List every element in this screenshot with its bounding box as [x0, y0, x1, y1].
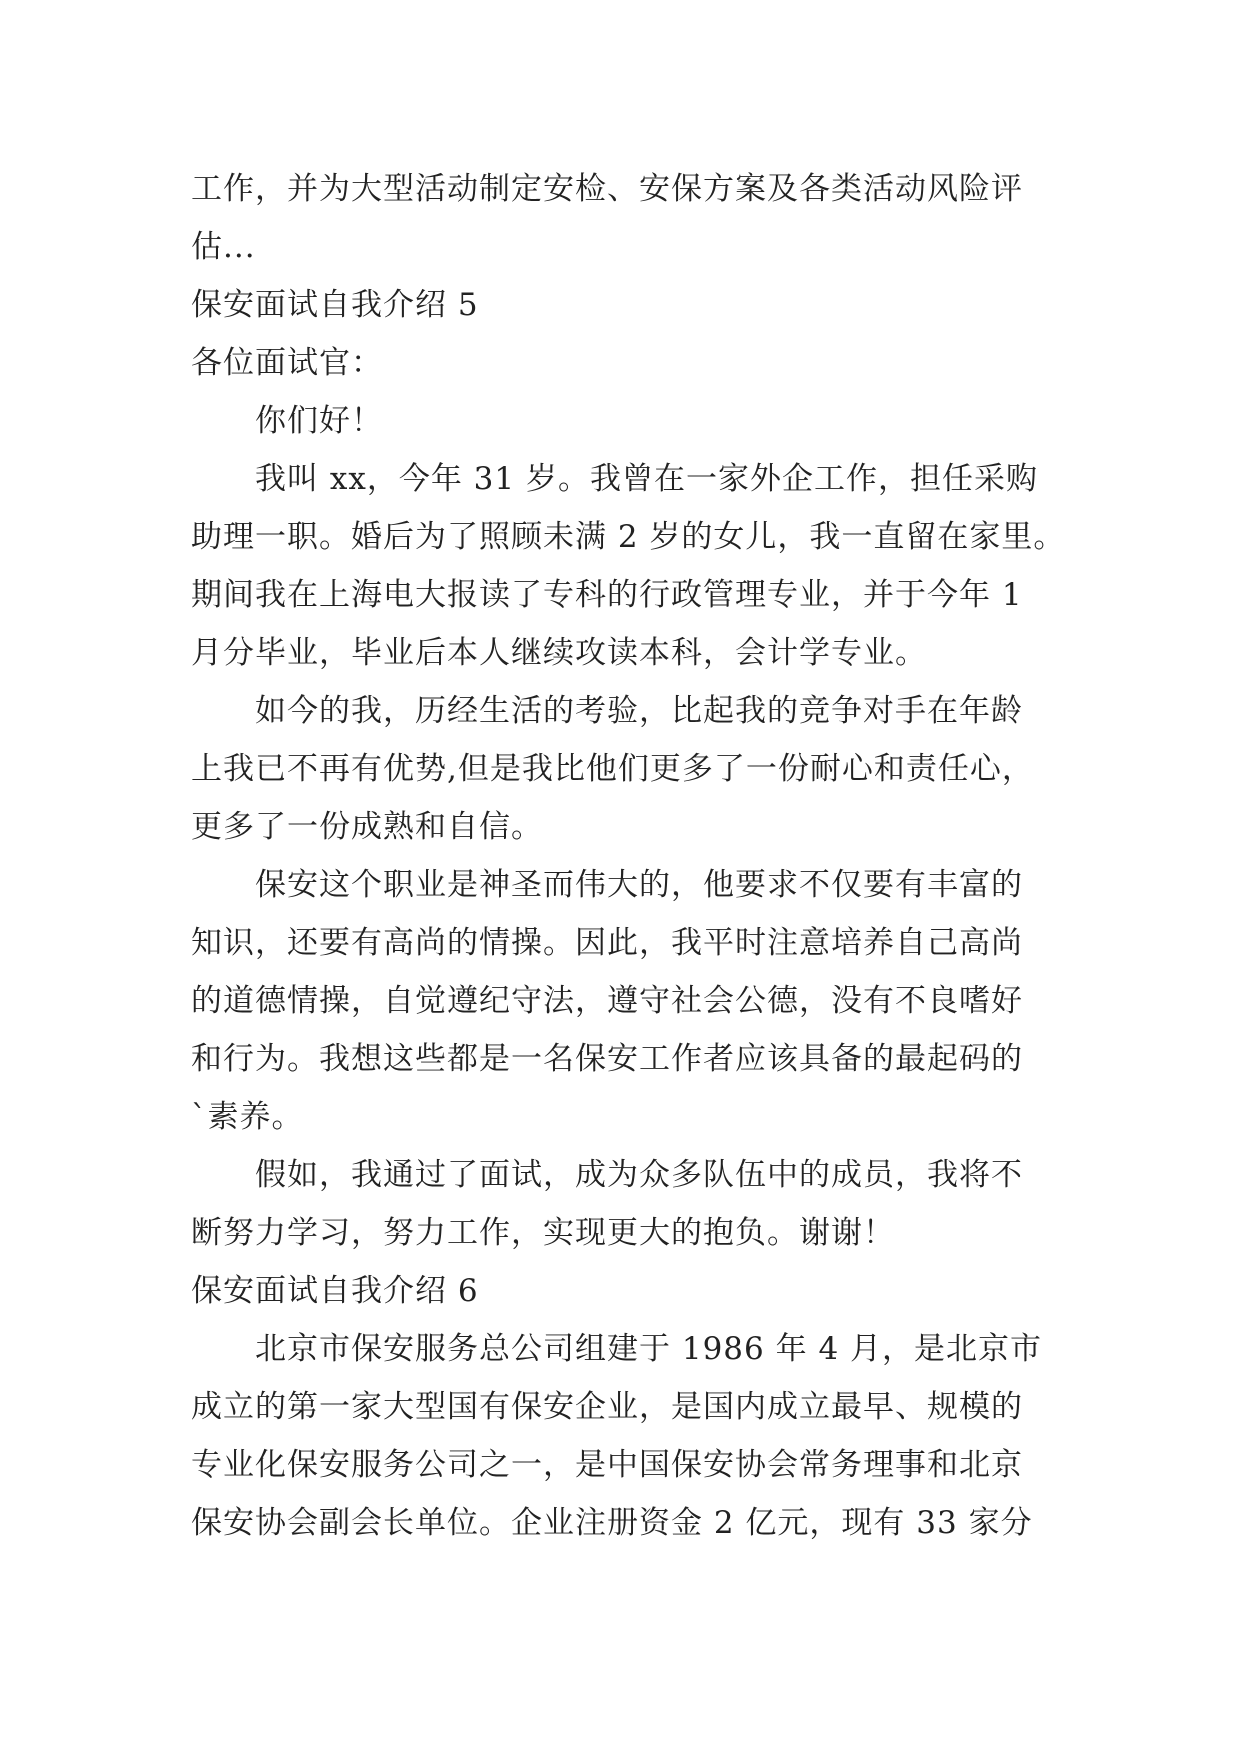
section-heading: 保安面试自我介绍 6	[191, 1273, 479, 1309]
paragraph-line: 估...	[191, 229, 256, 265]
paragraph-line: 我叫 xx，今年 31 岁。我曾在一家外企工作，担任采购	[255, 461, 1038, 497]
paragraph-line: 如今的我，历经生活的考验，比起我的竞争对手在年龄	[255, 693, 1023, 729]
paragraph-line: 北京市保安服务总公司组建于 1986 年 4 月，是北京市	[255, 1331, 1043, 1367]
paragraph-line: 假如，我通过了面试，成为众多队伍中的成员，我将不	[255, 1157, 1023, 1193]
paragraph-line: 保安协会副会长单位。企业注册资金 2 亿元，现有 33 家分	[191, 1505, 1033, 1541]
paragraph-line: `素养。	[191, 1099, 304, 1135]
paragraph-line: 的道德情操，自觉遵纪守法，遵守社会公德，没有不良嗜好	[191, 983, 1023, 1019]
document-body	[191, 160, 1066, 1552]
paragraph-line: 成立的第一家大型国有保安企业，是国内成立最早、规模的	[191, 1389, 1023, 1425]
paragraph-line: 上我已不再有优势,但是我比他们更多了一份耐心和责任心，	[191, 751, 1034, 787]
paragraph-line: 和行为。我想这些都是一名保安工作者应该具备的最起码的	[191, 1041, 1023, 1077]
paragraph-line: 保安这个职业是神圣而伟大的，他要求不仅要有丰富的	[255, 867, 1023, 903]
paragraph-line: 工作，并为大型活动制定安检、安保方案及各类活动风险评	[191, 171, 1023, 207]
paragraph-line: 知识，还要有高尚的情操。因此，我平时注意培养自己高尚	[191, 925, 1023, 961]
paragraph-line: 更多了一份成熟和自信。	[191, 809, 543, 845]
paragraph-line: 助理一职。婚后为了照顾未满 2 岁的女儿，我一直留在家里。	[191, 519, 1066, 555]
paragraph-line: 断努力学习，努力工作，实现更大的抱负。谢谢！	[191, 1215, 895, 1251]
greeting: 你们好！	[255, 403, 383, 439]
paragraph-line: 专业化保安服务公司之一，是中国保安协会常务理事和北京	[191, 1447, 1023, 1483]
salutation: 各位面试官：	[191, 345, 383, 381]
paragraph-line: 期间我在上海电大报读了专科的行政管理专业，并于今年 1	[191, 577, 1023, 613]
paragraph-line: 月分毕业，毕业后本人继续攻读本科，会计学专业。	[191, 635, 927, 671]
section-heading: 保安面试自我介绍 5	[191, 287, 479, 323]
